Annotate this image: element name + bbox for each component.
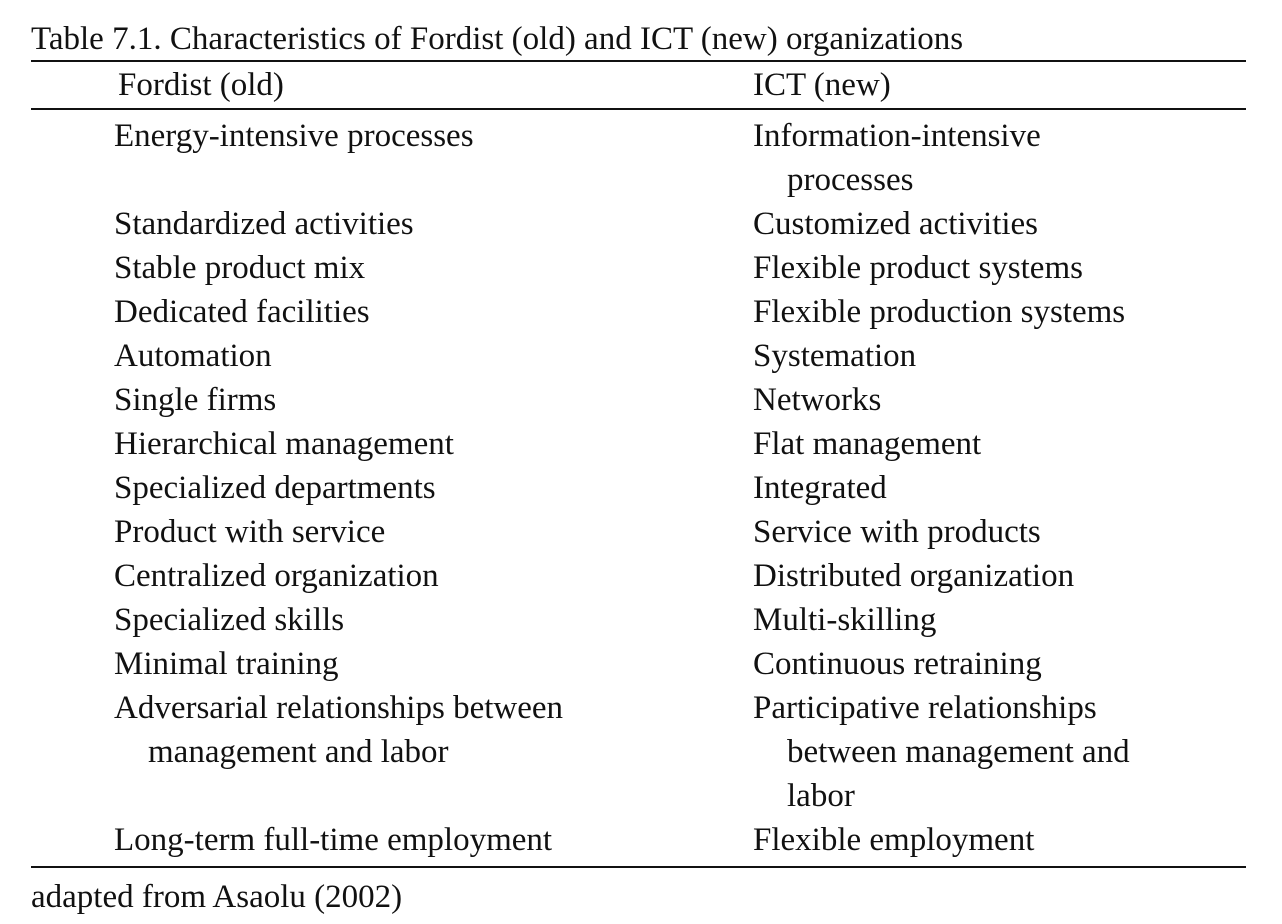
cell-fordist-old <box>114 686 734 774</box>
cell-ict-new <box>753 642 1246 686</box>
table-body <box>31 110 1246 866</box>
cell-text-line: Flat management <box>753 426 982 462</box>
cell-text-line: Participative relationships <box>753 690 1097 726</box>
cell-text-line: Customized activities <box>753 206 1039 242</box>
cell-fordist-old <box>114 202 734 246</box>
cell-ict-new <box>753 202 1246 246</box>
cell-fordist-old <box>114 290 734 334</box>
table-row <box>31 202 1246 246</box>
cell-text-line: Systemation <box>753 338 917 374</box>
cell-ict-new <box>753 510 1246 554</box>
cell-ict-new <box>753 466 1246 510</box>
cell-fordist-old <box>114 466 734 510</box>
table-row <box>31 686 1246 818</box>
cell-fordist-old <box>114 510 734 554</box>
cell-ict-new <box>753 598 1246 642</box>
table-row <box>31 334 1246 378</box>
cell-ict-new <box>753 290 1246 334</box>
cell-text-line: Stable product mix <box>114 250 366 286</box>
cell-text-line: Hierarchical management <box>114 426 454 462</box>
cell-text-line: Flexible production systems <box>753 294 1126 330</box>
cell-text-line: Standardized activities <box>114 206 414 242</box>
cell-text-line: Specialized skills <box>114 602 345 638</box>
cell-ict-new <box>753 422 1246 466</box>
cell-text-line: Flexible product systems <box>753 250 1083 286</box>
table-row <box>31 466 1246 510</box>
cell-ict-new <box>753 246 1246 290</box>
table-row <box>31 642 1246 686</box>
table-row <box>31 422 1246 466</box>
table-row <box>31 598 1246 642</box>
table-row <box>31 246 1246 290</box>
cell-text-line: Dedicated facilities <box>114 294 370 330</box>
cell-text-line: Flexible employment <box>753 822 1035 858</box>
cell-text-line: management and labor <box>148 734 449 770</box>
table-row <box>31 554 1246 598</box>
cell-fordist-old <box>114 598 734 642</box>
cell-text-line: Automation <box>114 338 272 374</box>
table-row <box>31 290 1246 334</box>
cell-text-line: Product with service <box>114 514 386 550</box>
table-row <box>31 378 1246 422</box>
cell-text-line: Networks <box>753 382 882 418</box>
cell-text-line: Service with products <box>753 514 1041 550</box>
cell-text-line: Single firms <box>114 382 277 418</box>
cell-text-line: Long-term full-time employment <box>114 822 553 858</box>
cell-text-line: Information-intensive <box>753 118 1041 154</box>
cell-text-line: Integrated <box>753 470 887 506</box>
table-row <box>31 818 1246 862</box>
cell-text-line: Specialized departments <box>114 470 436 506</box>
cell-fordist-old <box>114 554 734 598</box>
cell-ict-new <box>753 818 1246 862</box>
table-row <box>31 510 1246 554</box>
cell-text-line: labor <box>787 778 855 814</box>
cell-fordist-old <box>114 246 734 290</box>
cell-text-line: Distributed organization <box>753 558 1075 594</box>
document <box>31 14 1246 922</box>
cell-text-line: Multi-skilling <box>753 602 937 638</box>
header-ict-new: ICT (new) <box>753 67 891 103</box>
cell-text-line: Adversarial relationships between <box>114 690 564 726</box>
cell-fordist-old <box>114 422 734 466</box>
cell-ict-new <box>753 114 1246 202</box>
header-fordist-old: Fordist (old) <box>118 67 284 103</box>
cell-ict-new <box>753 686 1246 818</box>
cell-text-line: Minimal training <box>114 646 339 682</box>
cell-fordist-old <box>114 114 734 158</box>
cell-ict-new <box>753 378 1246 422</box>
cell-text-line: Energy-intensive processes <box>114 118 474 154</box>
cell-text-line: processes <box>787 162 914 198</box>
cell-fordist-old <box>114 818 734 862</box>
table-caption: Table 7.1. Characteristics of Fordist (old) and ICT (new) organizations <box>31 21 964 57</box>
cell-ict-new <box>753 554 1246 598</box>
table-header-row <box>31 62 1246 108</box>
cell-fordist-old <box>114 378 734 422</box>
table-row <box>31 114 1246 202</box>
cell-text-line: between management and <box>787 734 1130 770</box>
cell-ict-new <box>753 334 1246 378</box>
cell-fordist-old <box>114 334 734 378</box>
cell-text-line: Centralized organization <box>114 558 439 594</box>
bottom-rule <box>31 866 1246 868</box>
table-source-note: adapted from Asaolu (2002) <box>31 879 403 915</box>
cell-fordist-old <box>114 642 734 686</box>
cell-text-line: Continuous retraining <box>753 646 1042 682</box>
